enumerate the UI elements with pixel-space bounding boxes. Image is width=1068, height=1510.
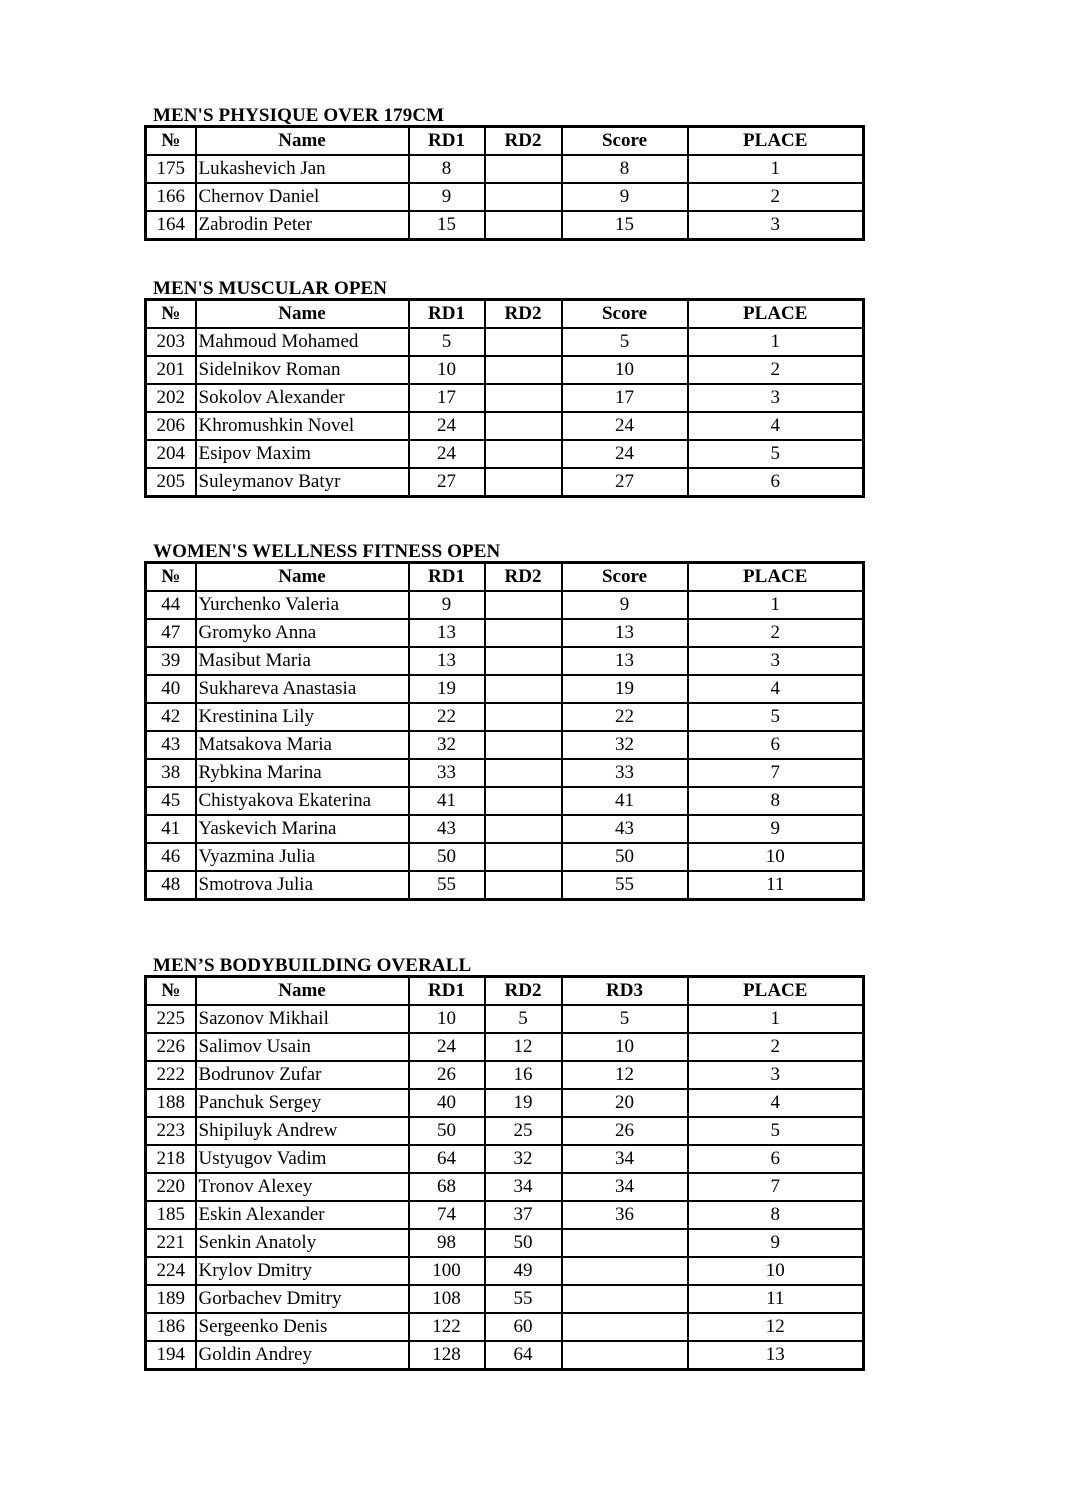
cell-number: 47	[146, 619, 196, 647]
cell-place: 1	[688, 155, 864, 183]
cell-score: 27	[562, 468, 688, 497]
cell-score	[562, 1341, 688, 1370]
cell-score	[562, 1257, 688, 1285]
cell-name: Krylov Dmitry	[196, 1257, 409, 1285]
cell-number: 186	[146, 1313, 196, 1341]
cell-place: 10	[688, 1257, 864, 1285]
cell-name: Rybkina Marina	[196, 759, 409, 787]
cell-place: 9	[688, 815, 864, 843]
cell-number: 44	[146, 591, 196, 619]
cell-place: 3	[688, 647, 864, 675]
cell-name: Lukashevich Jan	[196, 155, 409, 183]
cell-number: 201	[146, 356, 196, 384]
cell-name: Salimov Usain	[196, 1033, 409, 1061]
column-header-number: №	[146, 127, 196, 156]
cell-rd1: 43	[409, 815, 485, 843]
cell-score: 19	[562, 675, 688, 703]
cell-number: 206	[146, 412, 196, 440]
column-header-rd2: RD2	[485, 127, 562, 156]
results-table	[144, 561, 865, 901]
cell-rd1: 50	[409, 1117, 485, 1145]
cell-rd2	[485, 440, 562, 468]
table-row	[146, 1033, 864, 1061]
cell-score: 9	[562, 591, 688, 619]
table-row	[146, 843, 864, 871]
column-header-place: PLACE	[688, 977, 864, 1006]
cell-score: 32	[562, 731, 688, 759]
table-row	[146, 759, 864, 787]
cell-rd1: 10	[409, 1005, 485, 1033]
cell-place: 4	[688, 412, 864, 440]
cell-place: 4	[688, 1089, 864, 1117]
column-header-rd2: RD2	[485, 563, 562, 592]
cell-rd2	[485, 843, 562, 871]
cell-rd2: 50	[485, 1229, 562, 1257]
cell-rd1: 100	[409, 1257, 485, 1285]
cell-score	[562, 1229, 688, 1257]
cell-rd1: 5	[409, 328, 485, 356]
column-header-rd1: RD1	[409, 563, 485, 592]
cell-rd2	[485, 871, 562, 900]
cell-score: 8	[562, 155, 688, 183]
cell-place: 4	[688, 675, 864, 703]
cell-name: Masibut Maria	[196, 647, 409, 675]
cell-score: 50	[562, 843, 688, 871]
cell-rd2: 37	[485, 1201, 562, 1229]
cell-number: 218	[146, 1145, 196, 1173]
cell-number: 202	[146, 384, 196, 412]
cell-place: 1	[688, 328, 864, 356]
table-row	[146, 468, 864, 497]
cell-number: 48	[146, 871, 196, 900]
table-row	[146, 1341, 864, 1370]
cell-rd2	[485, 328, 562, 356]
cell-place: 6	[688, 468, 864, 497]
column-header-place: PLACE	[688, 563, 864, 592]
cell-number: 223	[146, 1117, 196, 1145]
cell-score: 26	[562, 1117, 688, 1145]
cell-place: 9	[688, 1229, 864, 1257]
column-header-score: Score	[562, 127, 688, 156]
table-row	[146, 1201, 864, 1229]
cell-name: Sidelnikov Roman	[196, 356, 409, 384]
cell-rd1: 98	[409, 1229, 485, 1257]
cell-rd1: 24	[409, 1033, 485, 1061]
cell-place: 10	[688, 843, 864, 871]
cell-name: Sazonov Mikhail	[196, 1005, 409, 1033]
table-row	[146, 328, 864, 356]
cell-rd2: 60	[485, 1313, 562, 1341]
cell-score: 41	[562, 787, 688, 815]
cell-number: 225	[146, 1005, 196, 1033]
column-header-score: RD3	[562, 977, 688, 1006]
cell-name: Vyazmina Julia	[196, 843, 409, 871]
cell-rd2	[485, 211, 562, 240]
cell-rd1: 24	[409, 412, 485, 440]
cell-score: 55	[562, 871, 688, 900]
cell-score: 10	[562, 1033, 688, 1061]
cell-rd1: 17	[409, 384, 485, 412]
cell-rd2	[485, 787, 562, 815]
table-row	[146, 619, 864, 647]
results-table	[144, 975, 865, 1371]
cell-place: 8	[688, 787, 864, 815]
cell-place: 5	[688, 440, 864, 468]
cell-number: 41	[146, 815, 196, 843]
cell-name: Gorbachev Dmitry	[196, 1285, 409, 1313]
cell-number: 39	[146, 647, 196, 675]
column-header-rd2: RD2	[485, 977, 562, 1006]
cell-rd2	[485, 468, 562, 497]
cell-name: Tronov Alexey	[196, 1173, 409, 1201]
cell-score: 5	[562, 1005, 688, 1033]
cell-rd2	[485, 412, 562, 440]
cell-number: 185	[146, 1201, 196, 1229]
cell-name: Smotrova Julia	[196, 871, 409, 900]
cell-name: Yurchenko Valeria	[196, 591, 409, 619]
cell-rd2: 16	[485, 1061, 562, 1089]
cell-number: 43	[146, 731, 196, 759]
table-header-row	[146, 300, 864, 329]
column-header-place: PLACE	[688, 127, 864, 156]
column-header-score: Score	[562, 563, 688, 592]
cell-rd2	[485, 356, 562, 384]
cell-rd1: 128	[409, 1341, 485, 1370]
cell-number: 38	[146, 759, 196, 787]
cell-rd2	[485, 675, 562, 703]
cell-number: 166	[146, 183, 196, 211]
cell-name: Suleymanov Batyr	[196, 468, 409, 497]
cell-rd2	[485, 183, 562, 211]
table-row	[146, 1005, 864, 1033]
cell-rd2	[485, 815, 562, 843]
cell-rd1: 13	[409, 647, 485, 675]
cell-rd2	[485, 384, 562, 412]
cell-score: 34	[562, 1145, 688, 1173]
cell-score: 17	[562, 384, 688, 412]
section-title: MEN'S PHYSIQUE OVER 179CM	[153, 105, 445, 126]
cell-score: 15	[562, 211, 688, 240]
table-row	[146, 647, 864, 675]
cell-number: 221	[146, 1229, 196, 1257]
cell-rd1: 22	[409, 703, 485, 731]
cell-number: 220	[146, 1173, 196, 1201]
cell-rd2: 5	[485, 1005, 562, 1033]
cell-score	[562, 1285, 688, 1313]
cell-name: Sergeenko Denis	[196, 1313, 409, 1341]
section-title: MEN’S BODYBUILDING OVERALL	[153, 955, 472, 976]
table-row	[146, 183, 864, 211]
cell-rd1: 24	[409, 440, 485, 468]
cell-rd1: 40	[409, 1089, 485, 1117]
cell-rd2: 34	[485, 1173, 562, 1201]
cell-place: 13	[688, 1341, 864, 1370]
cell-name: Krestinina Lily	[196, 703, 409, 731]
cell-number: 188	[146, 1089, 196, 1117]
table-header-row	[146, 977, 864, 1006]
cell-number: 204	[146, 440, 196, 468]
cell-rd1: 32	[409, 731, 485, 759]
cell-rd2	[485, 155, 562, 183]
cell-score: 24	[562, 412, 688, 440]
cell-number: 222	[146, 1061, 196, 1089]
cell-score: 9	[562, 183, 688, 211]
cell-name: Senkin Anatoly	[196, 1229, 409, 1257]
cell-number: 175	[146, 155, 196, 183]
cell-place: 2	[688, 619, 864, 647]
cell-place: 3	[688, 384, 864, 412]
table-row	[146, 1145, 864, 1173]
cell-score: 36	[562, 1201, 688, 1229]
cell-score: 43	[562, 815, 688, 843]
cell-name: Zabrodin Peter	[196, 211, 409, 240]
cell-rd2	[485, 703, 562, 731]
table-row	[146, 211, 864, 240]
column-header-score: Score	[562, 300, 688, 329]
cell-name: Chistyakova Ekaterina	[196, 787, 409, 815]
cell-rd2: 12	[485, 1033, 562, 1061]
cell-number: 45	[146, 787, 196, 815]
cell-score: 34	[562, 1173, 688, 1201]
cell-number: 226	[146, 1033, 196, 1061]
cell-place: 8	[688, 1201, 864, 1229]
table-row	[146, 731, 864, 759]
cell-name: Chernov Daniel	[196, 183, 409, 211]
cell-place: 7	[688, 1173, 864, 1201]
table-row	[146, 1257, 864, 1285]
cell-place: 3	[688, 211, 864, 240]
table-header-row	[146, 563, 864, 592]
cell-rd1: 10	[409, 356, 485, 384]
cell-number: 40	[146, 675, 196, 703]
cell-name: Ustyugov Vadim	[196, 1145, 409, 1173]
column-header-place: PLACE	[688, 300, 864, 329]
table-row	[146, 1173, 864, 1201]
cell-number: 205	[146, 468, 196, 497]
cell-rd2: 64	[485, 1341, 562, 1370]
table-row	[146, 815, 864, 843]
cell-place: 2	[688, 1033, 864, 1061]
table-row	[146, 356, 864, 384]
cell-rd1: 122	[409, 1313, 485, 1341]
cell-rd2	[485, 591, 562, 619]
cell-name: Gromyko Anna	[196, 619, 409, 647]
cell-rd1: 27	[409, 468, 485, 497]
cell-rd1: 64	[409, 1145, 485, 1173]
cell-rd2: 49	[485, 1257, 562, 1285]
cell-rd1: 74	[409, 1201, 485, 1229]
table-row	[146, 591, 864, 619]
cell-score: 13	[562, 619, 688, 647]
cell-rd1: 15	[409, 211, 485, 240]
column-header-rd1: RD1	[409, 300, 485, 329]
cell-name: Shipiluyk Andrew	[196, 1117, 409, 1145]
cell-rd2	[485, 731, 562, 759]
column-header-number: №	[146, 563, 196, 592]
cell-place: 1	[688, 1005, 864, 1033]
results-table	[144, 125, 865, 241]
cell-score: 13	[562, 647, 688, 675]
cell-name: Matsakova Maria	[196, 731, 409, 759]
column-header-rd1: RD1	[409, 977, 485, 1006]
section-title: WOMEN'S WELLNESS FITNESS OPEN	[153, 541, 501, 562]
cell-number: 42	[146, 703, 196, 731]
cell-place: 2	[688, 356, 864, 384]
column-header-number: №	[146, 977, 196, 1006]
cell-score: 20	[562, 1089, 688, 1117]
table-row	[146, 1285, 864, 1313]
table-row	[146, 787, 864, 815]
table-row	[146, 675, 864, 703]
cell-rd1: 9	[409, 183, 485, 211]
cell-place: 5	[688, 1117, 864, 1145]
cell-number: 203	[146, 328, 196, 356]
table-row	[146, 1117, 864, 1145]
cell-rd2	[485, 759, 562, 787]
cell-rd2	[485, 647, 562, 675]
table-row	[146, 703, 864, 731]
cell-score: 22	[562, 703, 688, 731]
cell-rd1: 9	[409, 591, 485, 619]
cell-place: 3	[688, 1061, 864, 1089]
cell-rd2: 55	[485, 1285, 562, 1313]
cell-name: Yaskevich Marina	[196, 815, 409, 843]
section-title: MEN'S MUSCULAR OPEN	[153, 278, 388, 299]
cell-name: Sokolov Alexander	[196, 384, 409, 412]
cell-rd1: 108	[409, 1285, 485, 1313]
cell-number: 224	[146, 1257, 196, 1285]
column-header-number: №	[146, 300, 196, 329]
cell-name: Sukhareva Anastasia	[196, 675, 409, 703]
cell-name: Mahmoud Mohamed	[196, 328, 409, 356]
column-header-name: Name	[196, 300, 409, 329]
table-row	[146, 871, 864, 900]
cell-score: 24	[562, 440, 688, 468]
table-header-row	[146, 127, 864, 156]
cell-rd1: 50	[409, 843, 485, 871]
cell-number: 164	[146, 211, 196, 240]
table-row	[146, 155, 864, 183]
cell-rd1: 13	[409, 619, 485, 647]
cell-place: 11	[688, 1285, 864, 1313]
table-row	[146, 412, 864, 440]
cell-rd2	[485, 619, 562, 647]
cell-name: Panchuk Sergey	[196, 1089, 409, 1117]
cell-score	[562, 1313, 688, 1341]
results-table	[144, 298, 865, 498]
cell-number: 194	[146, 1341, 196, 1370]
cell-name: Eskin Alexander	[196, 1201, 409, 1229]
cell-rd1: 26	[409, 1061, 485, 1089]
cell-rd1: 68	[409, 1173, 485, 1201]
cell-rd1: 33	[409, 759, 485, 787]
table-row	[146, 1061, 864, 1089]
cell-number: 46	[146, 843, 196, 871]
table-row	[146, 1089, 864, 1117]
cell-score: 10	[562, 356, 688, 384]
cell-place: 7	[688, 759, 864, 787]
table-row	[146, 1313, 864, 1341]
cell-name: Esipov Maxim	[196, 440, 409, 468]
cell-score: 5	[562, 328, 688, 356]
cell-rd1: 55	[409, 871, 485, 900]
cell-place: 6	[688, 731, 864, 759]
column-header-rd2: RD2	[485, 300, 562, 329]
cell-score: 33	[562, 759, 688, 787]
cell-rd1: 8	[409, 155, 485, 183]
cell-name: Bodrunov Zufar	[196, 1061, 409, 1089]
cell-place: 11	[688, 871, 864, 900]
cell-place: 1	[688, 591, 864, 619]
column-header-name: Name	[196, 563, 409, 592]
table-row	[146, 440, 864, 468]
table-row	[146, 1229, 864, 1257]
cell-place: 5	[688, 703, 864, 731]
column-header-name: Name	[196, 127, 409, 156]
cell-name: Goldin Andrey	[196, 1341, 409, 1370]
cell-score: 12	[562, 1061, 688, 1089]
cell-place: 12	[688, 1313, 864, 1341]
cell-rd1: 41	[409, 787, 485, 815]
cell-rd2: 32	[485, 1145, 562, 1173]
column-header-rd1: RD1	[409, 127, 485, 156]
cell-rd1: 19	[409, 675, 485, 703]
cell-place: 6	[688, 1145, 864, 1173]
cell-rd2: 25	[485, 1117, 562, 1145]
table-row	[146, 384, 864, 412]
column-header-name: Name	[196, 977, 409, 1006]
cell-place: 2	[688, 183, 864, 211]
cell-number: 189	[146, 1285, 196, 1313]
cell-name: Khromushkin Novel	[196, 412, 409, 440]
cell-rd2: 19	[485, 1089, 562, 1117]
